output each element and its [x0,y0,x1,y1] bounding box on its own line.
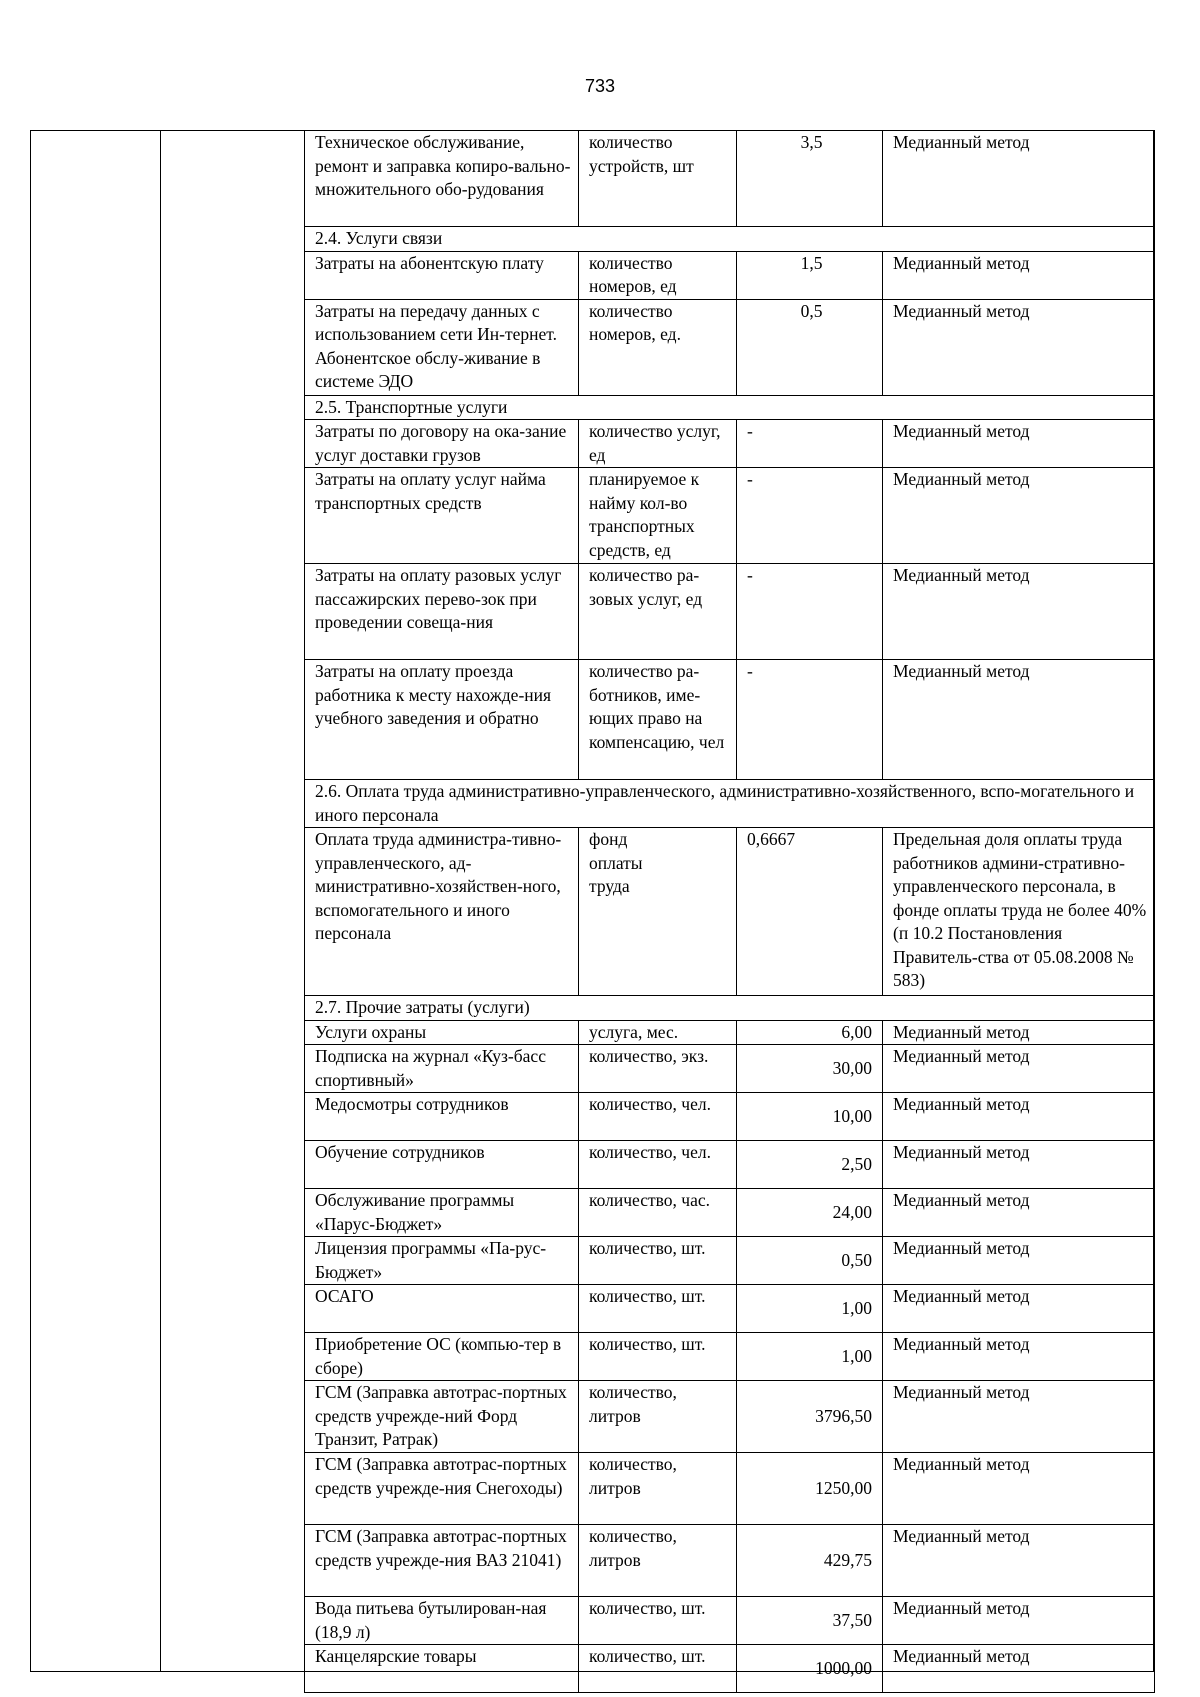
table-row [305,299,1155,395]
item-unit: количество, чел. [579,1141,737,1189]
table-row [305,1453,1155,1525]
norms-table [304,130,1155,1693]
item-name: Затраты на оплату проезда работника к месту нахожде-ния учебного заведения и обратно [305,660,579,780]
item-unit: количество, литров [579,1453,737,1525]
item-unit: количество, шт. [579,1285,737,1333]
item-quantity: 1,5 [737,251,883,299]
item-unit: количество, чел. [579,1093,737,1141]
item-quantity: 0,6667 [737,828,883,996]
item-unit: количество ра-зовых услуг, ед [579,564,737,660]
table-row [305,1189,1155,1237]
section-title: 2.6. Оплата труда административно-управленческого, административно-хозяйственного, вспо-могательного и иного персонала [305,780,1155,828]
item-method: Медианный метод [883,1093,1155,1141]
item-quantity: - [737,660,883,780]
item-method: Медианный метод [883,1141,1155,1189]
item-quantity: 10,00 [737,1093,883,1141]
item-quantity: 37,50 [737,1597,883,1645]
item-quantity: 429,75 [737,1525,883,1597]
item-unit: количество услуг, ед [579,420,737,468]
item-method: Медианный метод [883,1381,1155,1453]
item-method: Медианный метод [883,1285,1155,1333]
item-unit: количество, час. [579,1189,737,1237]
item-name: ГСМ (Заправка автотрас-портных средств учрежде-ния ВАЗ 21041) [305,1525,579,1597]
item-unit: количество, литров [579,1381,737,1453]
item-unit: количество, шт. [579,1597,737,1645]
item-quantity: 6,00 [737,1020,883,1045]
item-method: Медианный метод [883,1333,1155,1381]
item-method: Медианный метод [883,1525,1155,1597]
item-quantity: 24,00 [737,1189,883,1237]
section-row [305,227,1155,252]
item-method: Медианный метод [883,131,1155,227]
item-name: ОСАГО [305,1285,579,1333]
item-quantity: 1,00 [737,1285,883,1333]
item-quantity: - [737,468,883,564]
item-unit: количество, экз. [579,1045,737,1093]
section-title: 2.4. Услуги связи [305,227,1155,252]
item-name: Приобретение ОС (компью-тер в сборе) [305,1333,579,1381]
section-row [305,780,1155,828]
item-quantity: 1000,00 [737,1645,883,1693]
item-method: Предельная доля оплаты труда работников админи-стративно-управленческого персонала, в фонде оплаты труда не более 40% (п 10.2 Постановления Правитель-ства от 05.08.2008 № 583) [883,828,1155,996]
item-unit: количество номеров, ед. [579,299,737,395]
table-row [305,1093,1155,1141]
item-quantity: 3,5 [737,131,883,227]
item-name: Затраты на передачу данных с использованием сети Ин-тернет. Абонентское обслу-живание в системе ЭДО [305,299,579,395]
table-row [305,1525,1155,1597]
table-row [305,251,1155,299]
item-unit: количество, литров [579,1525,737,1597]
item-quantity: 0,50 [737,1237,883,1285]
item-name: Оплата труда администра-тивно-управленческого, ад-министративно-хозяйствен-ного, вспомогательного и иного персонала [305,828,579,996]
table-row [305,1045,1155,1093]
item-unit: количество, шт. [579,1237,737,1285]
table-row [305,564,1155,660]
item-name: Медосмотры сотрудников [305,1093,579,1141]
item-method: Медианный метод [883,299,1155,395]
table-row [305,1285,1155,1333]
section-title: 2.5. Транспортные услуги [305,395,1155,420]
item-method: Медианный метод [883,1237,1155,1285]
item-unit: количество, шт. [579,1333,737,1381]
item-name: Обслуживание программы «Парус-Бюджет» [305,1189,579,1237]
table-row [305,1645,1155,1693]
item-method: Медианный метод [883,1189,1155,1237]
section-title: 2.7. Прочие затраты (услуги) [305,996,1155,1021]
section-row [305,395,1155,420]
item-name: Техническое обслуживание, ремонт и заправка копиро-вально-множительного обо-рудования [305,131,579,227]
table-row [305,1597,1155,1645]
item-method: Медианный метод [883,660,1155,780]
table-row [305,1141,1155,1189]
item-method: Медианный метод [883,1453,1155,1525]
item-unit: планируемое к найму кол-во транспортных средств, ед [579,468,737,564]
item-quantity: 1,00 [737,1333,883,1381]
table-row [305,1237,1155,1285]
item-name: Услуги охраны [305,1020,579,1045]
item-quantity: 1250,00 [737,1453,883,1525]
item-method: Медианный метод [883,1020,1155,1045]
table-row [305,1333,1155,1381]
table-row [305,420,1155,468]
section-row [305,996,1155,1021]
table-row [305,1381,1155,1453]
item-name: Подписка на журнал «Куз-басс спортивный» [305,1045,579,1093]
item-name: Канцелярские товары [305,1645,579,1693]
item-name: Лицензия программы «Па-рус-Бюджет» [305,1237,579,1285]
item-method: Медианный метод [883,1645,1155,1693]
table-row [305,131,1155,227]
page-number: 733 [584,76,616,96]
column-divider-1 [160,130,161,1672]
item-unit: количество, шт. [579,1645,737,1693]
item-unit: количество ра-ботников, име-ющих право на компенсацию, чел [579,660,737,780]
item-name: Затраты на оплату разовых услуг пассажирских перево-зок при проведении совеща-ния [305,564,579,660]
item-quantity: - [737,564,883,660]
table-row [305,468,1155,564]
table-row [305,828,1155,996]
item-name: Обучение сотрудников [305,1141,579,1189]
item-method: Медианный метод [883,564,1155,660]
item-name: Вода питьева бутылирован-ная (18,9 л) [305,1597,579,1645]
item-name: ГСМ (Заправка автотрас-портных средств учрежде-ния Снегоходы) [305,1453,579,1525]
item-quantity: 2,50 [737,1141,883,1189]
item-method: Медианный метод [883,468,1155,564]
item-name: Затраты на абонентскую плату [305,251,579,299]
item-unit: услуга, мес. [579,1020,737,1045]
item-name: ГСМ (Заправка автотрас-портных средств учрежде-ний Форд Транзит, Ратрак) [305,1381,579,1453]
item-quantity: 30,00 [737,1045,883,1093]
item-unit: количество устройств, шт [579,131,737,227]
item-method: Медианный метод [883,251,1155,299]
table-row [305,660,1155,780]
item-method: Медианный метод [883,1597,1155,1645]
item-unit: фонд оплаты труда [579,828,737,996]
table-row [305,1020,1155,1045]
item-method: Медианный метод [883,420,1155,468]
item-quantity: 0,5 [737,299,883,395]
item-name: Затраты по договору на ока-зание услуг доставки грузов [305,420,579,468]
item-unit: количество номеров, ед [579,251,737,299]
item-quantity: 3796,50 [737,1381,883,1453]
item-name: Затраты на оплату услуг найма транспортных средств [305,468,579,564]
item-quantity: - [737,420,883,468]
item-method: Медианный метод [883,1045,1155,1093]
